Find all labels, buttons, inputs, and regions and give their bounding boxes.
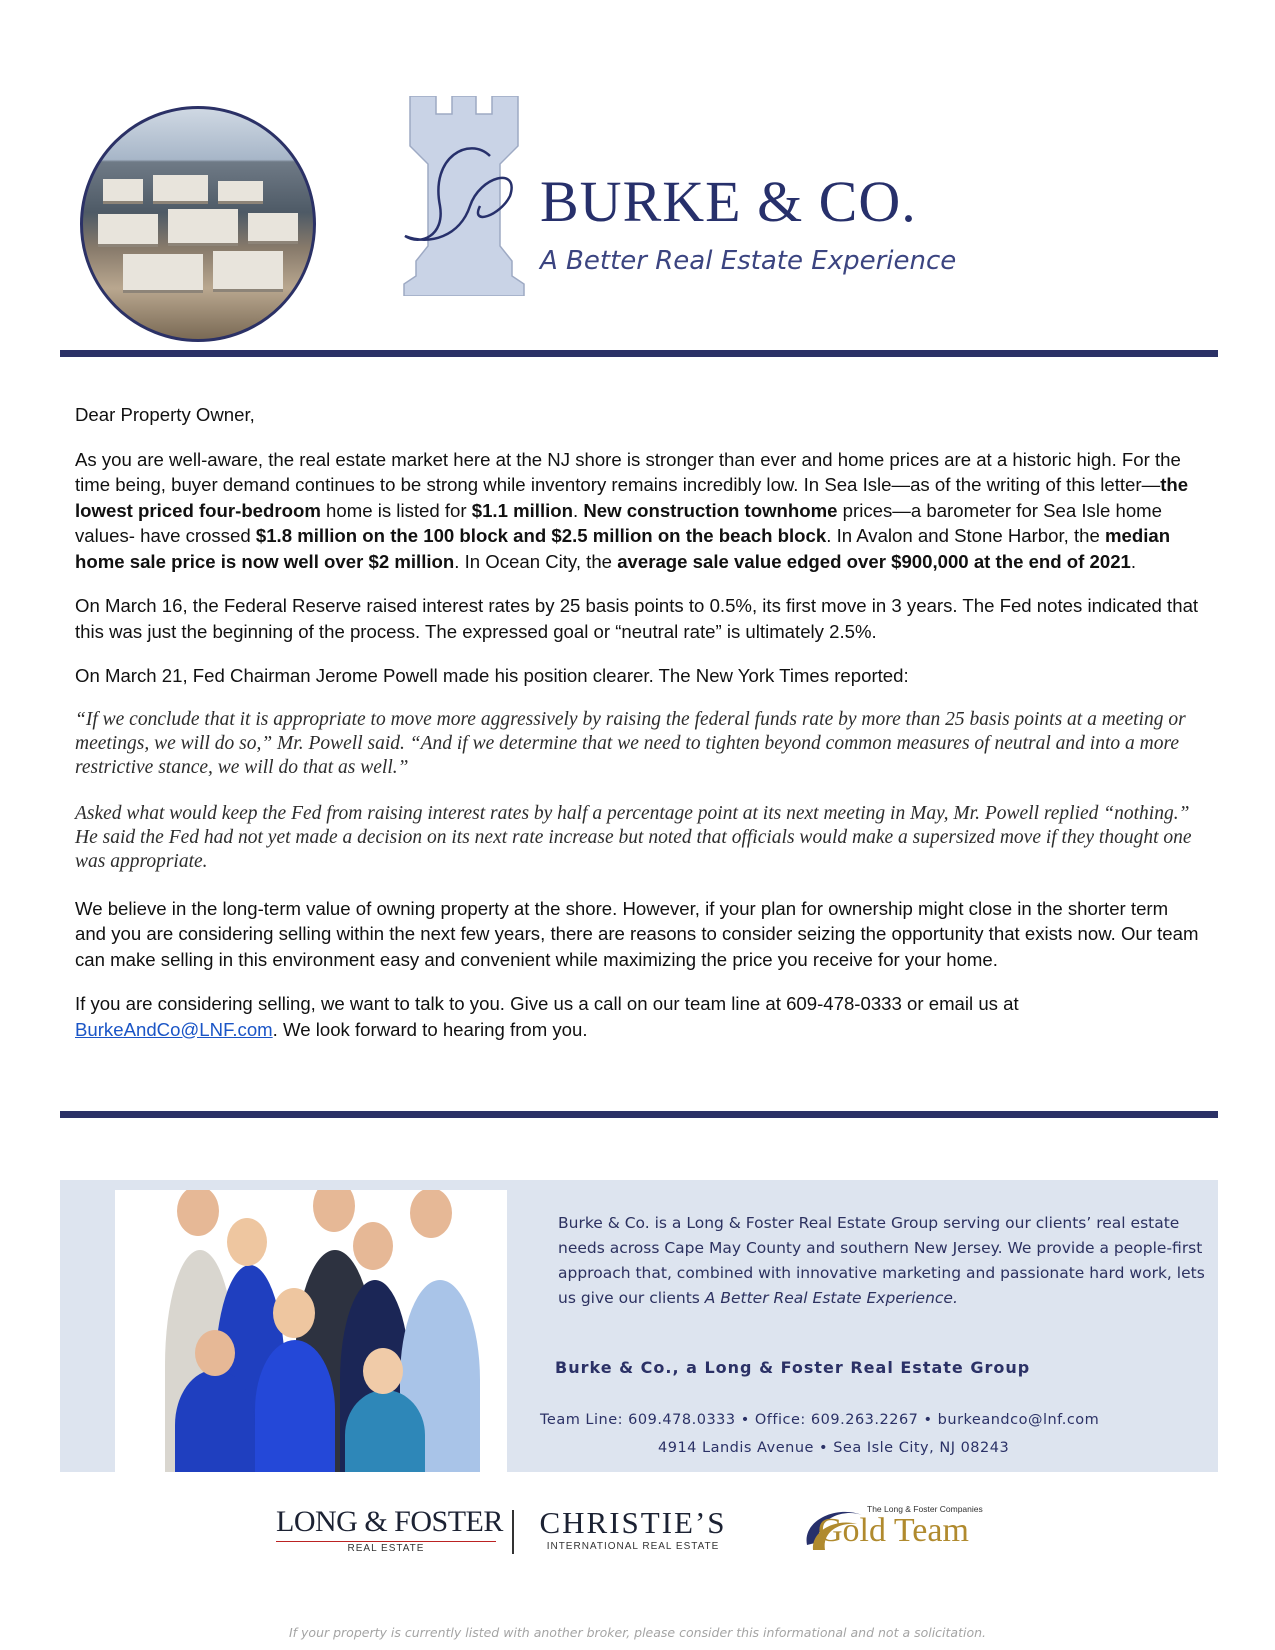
salutation: Dear Property Owner,	[75, 404, 255, 425]
brand-name: BURKE & CO.	[540, 169, 917, 234]
gold-team-name: Gold Team	[818, 1512, 969, 1549]
text-run: prices—a barometer for Sea Isle home values- have crossed	[75, 499, 1163, 546]
about-italic: A Better Real Estate Experience.	[704, 1289, 958, 1307]
contact-text: If you are considering selling, we want to talk to you. Give us a call on our team line at 609-478-0333 or email us at	[75, 993, 1019, 1014]
contact-paragraph	[75, 991, 1200, 1042]
gold-team-caption: The Long & Foster Companies	[867, 1504, 983, 1514]
brand-tagline: A Better Real Estate Experience	[540, 246, 957, 276]
about-body: Burke & Co. is a Long & Foster Real Estate Group serving our clients’ real estate needs across Cape May County and southern New Jersey. We provide a people-first approach that, combined with innovative marketing and passionate hard work, lets us give our clients	[558, 1214, 1205, 1307]
address-line: 4914 Landis Avenue • Sea Isle City, NJ 08243	[658, 1440, 1010, 1456]
text-run: . In Ocean City, the	[454, 550, 618, 572]
powell-quote: “If we conclude that it is appropriate to move more aggressively by raising the federal funds rate by more than 25 basis points at a meeting or meetings, we will do so,” Mr. Powell said. “And if we determine that we need to tighten beyond common measures of neutral and into a more restrictive stance, we will do that as well.”	[75, 708, 1186, 778]
text-run: home is listed for	[320, 499, 472, 521]
powell-paragraph: On March 21, Fed Chairman Jerome Powell made his position clearer. The New York Times reported:	[75, 665, 909, 686]
market-paragraph	[75, 447, 1200, 575]
about-text	[558, 1211, 1208, 1311]
bold-run: $1.1 million	[471, 499, 574, 521]
disclaimer: If your property is currently listed with another broker, please consider this informational and not a solicitation.	[288, 1625, 987, 1640]
closing-text: . We look forward to hearing from you.	[272, 1018, 588, 1040]
email-link[interactable]: BurkeAndCo@LNF.com	[75, 1018, 273, 1040]
christies-sub: INTERNATIONAL REAL ESTATE	[546, 1541, 720, 1552]
text-run: .	[573, 499, 584, 521]
aerial-photo-circle	[80, 106, 316, 342]
long-term-paragraph: We believe in the long-term value of owning property at the shore. However, if your plan for ownership might close in the shorter term and you are considering selling within the next few years, there are reasons to consider seizing the opportunity that exists now. Our team can make selling in this environment easy and convenient while maximizing the price you receive for your home.	[75, 897, 1199, 970]
long-foster-sub: REAL ESTATE	[276, 1541, 496, 1554]
fed-paragraph: On March 16, the Federal Reserve raised interest rates by 25 basis points to 0.5%, its first move in 3 years. The Fed notes indicated that this was just the beginning of the process. The expressed goal or “neutral rate” is ultimately 2.5%.	[75, 595, 1199, 642]
footer-divider	[60, 1111, 1218, 1118]
christies-name: CHRISTIE’S	[539, 1505, 727, 1540]
powell-quote-2: Asked what would keep the Fed from raising interest rates by half a percentage point at its next meeting in May, Mr. Powell replied “nothing.” He said the Fed had not yet made a decision on its next rate increase but noted that officials would make a supersized move if they thought one was appropriate.	[75, 802, 1192, 872]
long-foster-logo	[276, 1505, 503, 1554]
bold-run: average sale value edged over $900,000 at the end of 2021	[617, 550, 1131, 572]
group-name: Burke & Co., a Long & Foster Real Estate Group	[555, 1358, 1031, 1377]
long-foster-name: LONG & FOSTER	[276, 1505, 503, 1538]
christies-logo	[526, 1505, 740, 1552]
text-run: .	[1130, 550, 1137, 572]
bold-run: the lowest priced four-bedroom	[75, 474, 1189, 521]
bold-run: New construction townhome	[583, 499, 838, 521]
bold-run: $1.8 million on the 100 block and $2.5 million on the beach block	[255, 525, 827, 546]
rook-logo-icon	[400, 96, 528, 296]
team-photo	[115, 1190, 507, 1472]
text-run: As you are well-aware, the real estate market here at the NJ shore is stronger than ever and home prices are at a historic high. For the time being, buyer demand continues to be strong while inventory remains incredibly low. In Sea Isle—as of the writing of this letter—	[75, 448, 1181, 495]
letter-body	[75, 402, 1200, 1061]
text-run: . In Avalon and Stone Harbor, the	[826, 525, 1105, 546]
bold-run: median home sale price is now well over $2 million	[75, 525, 1171, 572]
contact-line: Team Line: 609.478.0333 • Office: 609.263.2267 • burkeandco@lnf.com	[540, 1412, 1100, 1428]
logo-divider	[512, 1510, 514, 1554]
header-divider	[60, 350, 1218, 357]
